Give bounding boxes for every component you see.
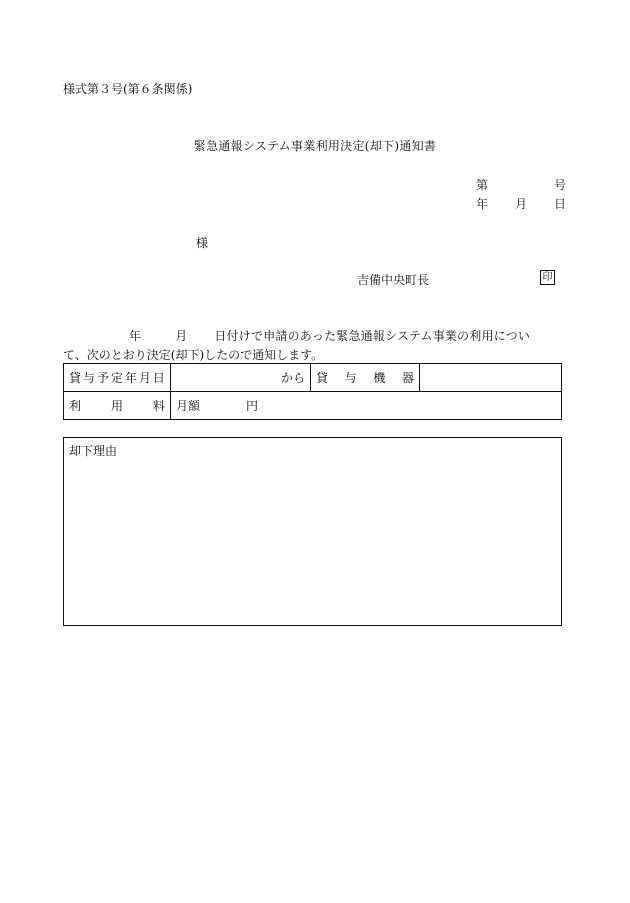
rejection-reason-box <box>63 437 562 626</box>
number-prefix: 第 <box>476 178 489 192</box>
table-row <box>64 392 562 420</box>
table-row <box>64 364 562 392</box>
rental-equipment-value-cell <box>420 364 562 392</box>
label-char: 日 <box>152 371 165 385</box>
rental-equipment-label <box>316 369 414 386</box>
issue-date-line <box>476 195 566 212</box>
label-char: 貸 <box>69 371 82 385</box>
label-char: 年 <box>124 371 137 385</box>
notice-body <box>63 327 567 365</box>
usage-fee-label <box>69 397 165 414</box>
label-char: 定 <box>110 371 123 385</box>
label-char: 機 <box>373 371 386 385</box>
document-title: 緊急通報システム事業利用決定(却下)通知書 <box>193 139 437 153</box>
label-char: 月 <box>138 371 151 385</box>
rental-period-label <box>69 369 165 386</box>
date-year: 年 <box>476 197 489 211</box>
monthly-label: 月額 <box>176 399 201 413</box>
date-day: 日 <box>553 197 566 211</box>
issuer-name: 吉備中央町長 <box>357 273 430 287</box>
label-char: 与 <box>344 371 357 385</box>
notice-body-line2: て、次のとおり決定(却下)したので通知します。 <box>63 348 324 362</box>
rental-period-label-cell <box>64 364 171 392</box>
body-line1-rest: 日付けで申請のあった緊急通報システム事業の利用につい <box>214 329 531 343</box>
rejection-reason-label: 却下理由 <box>69 444 118 458</box>
form-number: 様式第３号(第６条関係) <box>63 82 193 96</box>
notice-body-line1 <box>63 327 567 346</box>
document-number-line <box>476 176 566 193</box>
rental-equipment-label-cell <box>311 364 420 392</box>
date-month: 月 <box>514 197 527 211</box>
body-year: 年 <box>129 329 142 343</box>
seal-mark: 印 <box>540 270 555 285</box>
label-char: 利 <box>69 399 82 413</box>
usage-fee-value-cell <box>171 392 562 420</box>
body-month: 月 <box>175 329 188 343</box>
yen-unit: 円 <box>246 399 259 413</box>
rental-info-table <box>63 363 562 420</box>
label-char: 貸 <box>316 371 329 385</box>
rental-period-value-cell <box>171 364 311 392</box>
addressee: 様 <box>196 236 209 250</box>
label-char: 料 <box>152 399 165 413</box>
usage-fee-label-cell <box>64 392 171 420</box>
number-suffix: 号 <box>553 178 566 192</box>
label-char: 用 <box>110 399 123 413</box>
label-char: 予 <box>96 371 109 385</box>
label-char: 与 <box>82 371 95 385</box>
from-text: から <box>280 371 305 385</box>
label-char: 器 <box>401 371 414 385</box>
